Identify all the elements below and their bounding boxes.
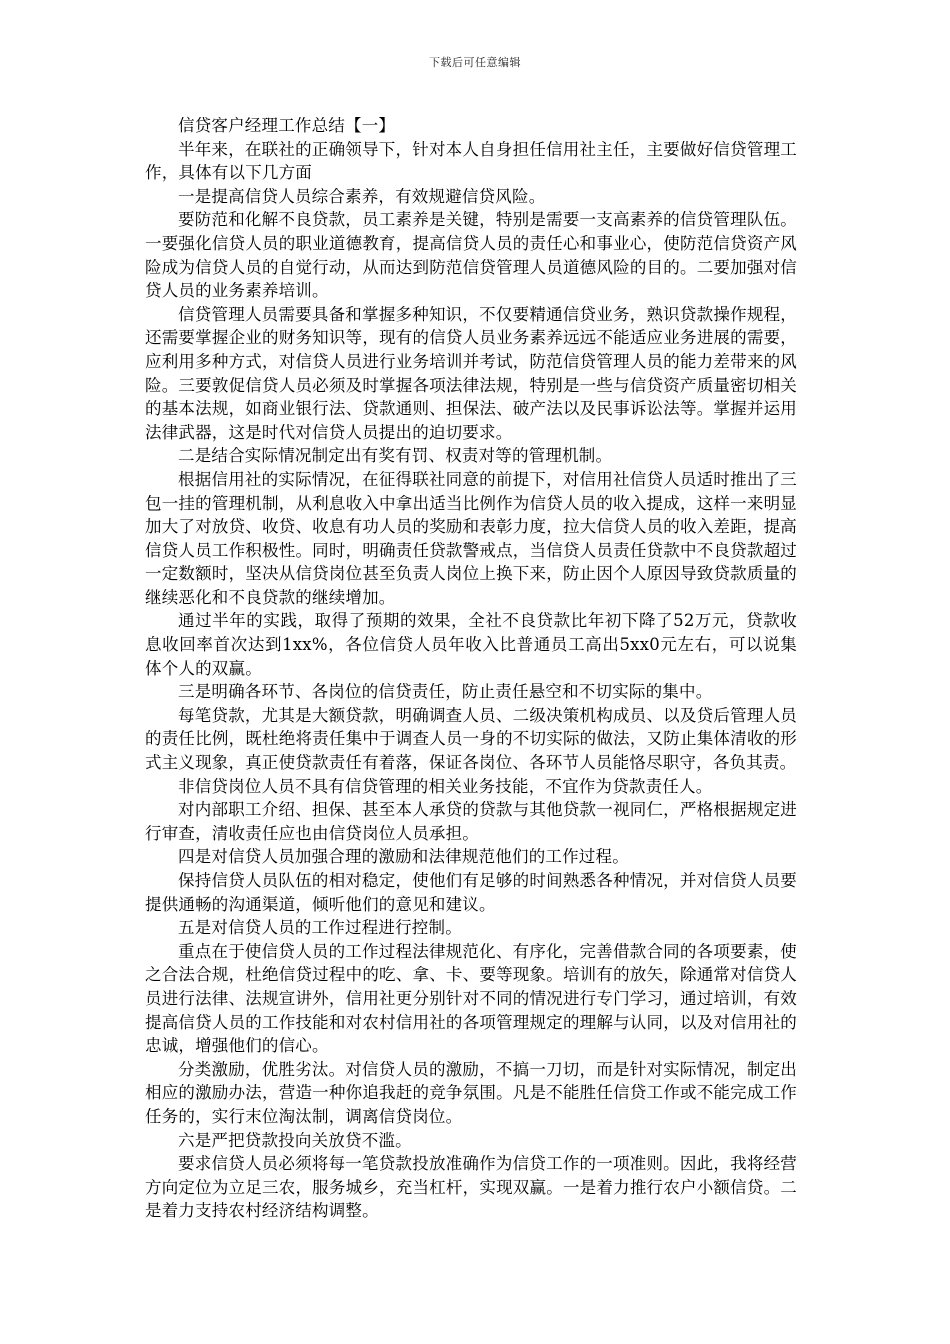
section-heading-1: 一是提高信贷人员综合素养，有效规避信贷风险。 bbox=[178, 186, 546, 206]
paragraph: 保持信贷人员队伍的相对稳定，使他们有足够的时间熟悉各种情况，并对信贷人员要提供通畅的沟通渠道，倾听他们的意见和建议。 bbox=[145, 871, 797, 914]
paragraph: 根据信用社的实际情况，在征得联社同意的前提下，对信用社信贷人员适时推出了三包一挂的管理机制，从利息收入中拿出适当比例作为信贷人员的收入提成，这样一来明显加大了对放贷、收贷、收息有功人员的奖励和表彰力度，拉大信贷人员的收入差距，提高信贷人员工作积极性。同时，明确责任贷款警戒点，当信贷人员责任贷款中不良贷款超过一定数额时，坚决从信贷岗位甚至负责人岗位上换下来，防止因个人原因导致贷款质量的继续恶化和不良贷款的继续增加。 bbox=[145, 469, 797, 607]
paragraph: 重点在于使信贷人员的工作过程法律规范化、有序化，完善借款合同的各项要素，使之合法合规，杜绝信贷过程中的吃、拿、卡、要等现象。培训有的放矢，除通常对信贷人员进行法律、法规宣讲外，信用社更分别针对不同的情况进行专门学习，通过培训，有效提高信贷人员的工作技能和对农村信用社的各项管理规定的理解与认同，以及对信用社的忠诚，增强他们的信心。 bbox=[145, 941, 797, 1056]
paragraph: 半年来，在联社的正确领导下，针对本人自身担任信用社主任，主要做好信贷管理工作，具体有以下几方面 bbox=[145, 139, 797, 183]
page-header: 下载后可任意编辑 bbox=[429, 56, 521, 69]
paragraph: 对内部职工介绍、担保、甚至本人承贷的贷款与其他贷款一视同仁，严格根据规定进行审查，清收责任应也由信贷岗位人员承担。 bbox=[145, 800, 797, 843]
section-heading-3: 三是明确各环节、各岗位的信贷责任，防止责任悬空和不切实际的集中。 bbox=[178, 682, 713, 702]
paragraph: 分类激励，优胜劣汰。对信贷人员的激励，不搞一刀切，而是针对实际情况，制定出相应的激励办法，营造一种你追我赶的竞争氛围。凡是不能胜任信贷工作或不能完成工作任务的，实行末位淘汰制，调离信贷岗位。 bbox=[145, 1059, 797, 1126]
paragraph: 信贷管理人员需要具备和掌握多种知识，不仅要精通信贷业务，熟识贷款操作规程，还需要掌握企业的财务知识等，现有的信贷人员业务素养远远不能适应业务进展的需要，应利用多种方式，对信贷人员进行业务培训并考试，防范信贷管理人员的能力差带来的风险。三要敦促信贷人员必须及时掌握各项法律法规，特别是一些与信贷资产质量密切相关的基本法规，如商业银行法、贷款通则、担保法、破产法以及民事诉讼法等。掌握并运用法律武器，这是时代对信贷人员提出的迫切要求。 bbox=[145, 304, 797, 442]
paragraph: 要求信贷人员必须将每一笔贷款投放准确作为信贷工作的一项准则。因此，我将经营方向定位为立足三农，服务城乡，充当杠杆，实现双赢。一是着力推行农户小额信贷。二是着力支持农村经济结构调整。 bbox=[145, 1154, 797, 1221]
paragraph: 通过半年的实践，取得了预期的效果，全社不良贷款比年初下降了52万元，贷款收息收回率首次达到1xx%，各位信贷人员年收入比普通员工高出5xx0元左右，可以说集体个人的双赢。 bbox=[145, 611, 797, 678]
paragraph: 要防范和化解不良贷款，员工素养是关键，特别是需要一支高素养的信贷管理队伍。一要强化信贷人员的职业道德教育，提高信贷人员的责任心和事业心，使防范信贷资产风险成为信贷人员的自觉行动，从而达到防范信贷管理人员道德风险的目的。二要加强对信贷人员的业务素养培训。 bbox=[145, 210, 797, 301]
document-title: 信贷客户经理工作总结【一】 bbox=[178, 116, 396, 135]
section-heading-2: 二是结合实际情况制定出有奖有罚、权责对等的管理机制。 bbox=[178, 446, 613, 466]
section-heading-6: 六是严把贷款投向关放贷不滥。 bbox=[178, 1130, 412, 1150]
document-body bbox=[145, 114, 797, 1223]
section-heading-4: 四是对信贷人员加强合理的激励和法律规范他们的工作过程。 bbox=[178, 847, 629, 867]
section-heading-5: 五是对信贷人员的工作过程进行控制。 bbox=[178, 918, 462, 938]
paragraph: 每笔贷款，尤其是大额贷款，明确调查人员、二级决策机构成员、以及贷后管理人员的责任比例，既杜绝将责任集中于调查人员一身的不切实际的做法，又防止集体清收的形式主义现象，真正使贷款责任有着落，保证各岗位、各环节人员能恪尽职守，各负其责。 bbox=[145, 705, 797, 773]
paragraph: 非信贷岗位人员不具有信贷管理的相关业务技能，不宜作为贷款责任人。 bbox=[178, 776, 713, 796]
